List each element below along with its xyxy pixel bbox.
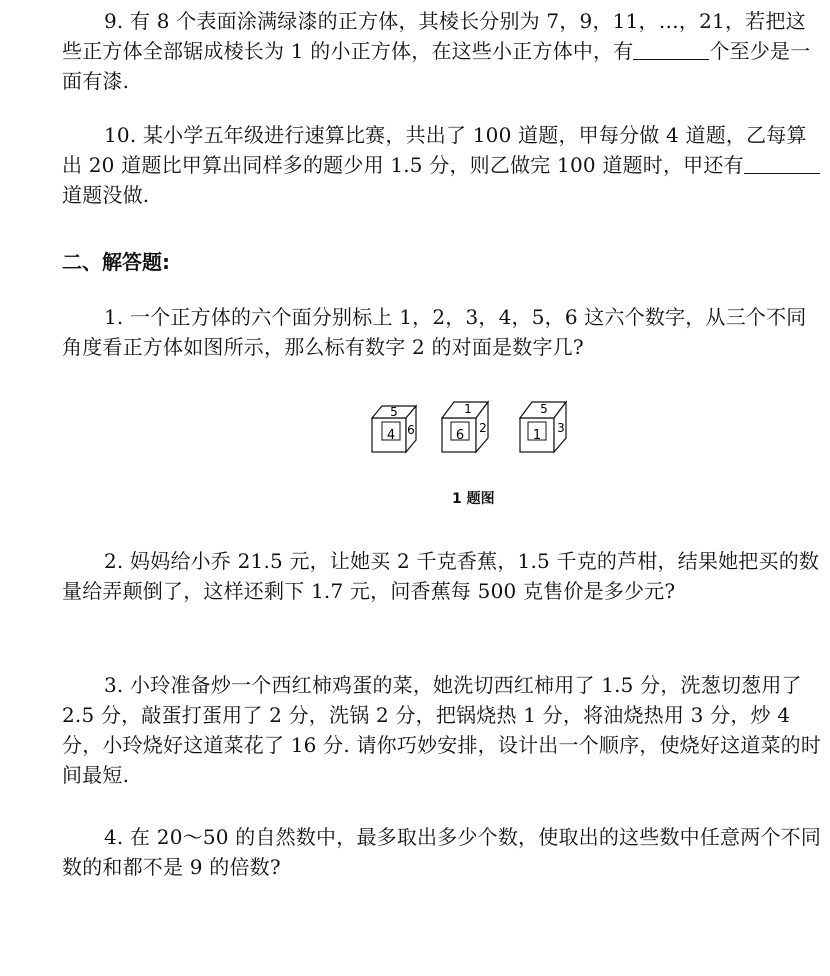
cube-diagram: [368, 398, 588, 458]
question-10-tail: 道题没做.: [62, 183, 150, 207]
solve-question-2: 2. 妈妈给小乔 21.5 元，让她买 2 千克香蕉，1.5 千克的芦柑，结果她把买的数量给弄颠倒了，这样还剩下 1.7 元，问香蕉每 500 克售价是多少元?: [62, 549, 820, 603]
cube-3-front-number: 1: [532, 428, 542, 443]
cube-2-front-number: 6: [455, 428, 465, 443]
answer-blank: [633, 41, 709, 60]
question-9-tail: 个至少是一面有漆.: [62, 39, 811, 93]
question-9-text: 9. 有 8 个表面涂满绿漆的正方体，其棱长分别为 7，9，11，…，21，若把这些正方体全部锯成棱长为 1 的小正方体，在这些小正方体中，有: [62, 9, 806, 63]
cube-1-side-number: 6: [407, 423, 415, 437]
question-9: [62, 6, 822, 96]
cube-2-side-number: 2: [479, 421, 487, 435]
cube-1-front-number: 4: [386, 428, 396, 443]
cube-figure: [368, 398, 588, 458]
solve-question-4: 4. 在 20～50 的自然数中，最多取出多少个数，使取出的这些数中任意两个不同数的和都不是 9 的倍数?: [62, 825, 822, 879]
answer-blank: [744, 155, 820, 174]
cube-2-top-number: 1: [464, 402, 472, 416]
figure-caption: 1 题图: [452, 491, 495, 507]
solve-question-3: 3. 小玲准备炒一个西红柿鸡蛋的菜，她洗切西红柿用了 1.5 分，洗葱切葱用了 2.5 分，敲蛋打蛋用了 2 分，洗锅 2 分，把锅烧热 1 分，将油烧热用 3 分，炒 4 分，小玲烧好这道菜花了 16 分. 请你巧妙安排，设计出一个顺序，使烧好这道菜的时间最短.: [62, 673, 822, 787]
cube-3-top-number: 5: [540, 402, 548, 416]
question-10-text: 10. 某小学五年级进行速算比赛，共出了 100 道题，甲每分做 4 道题，乙每算出 20 道题比甲算出同样多的题少用 1.5 分，则乙做完 100 道题时，甲还有: [62, 123, 807, 177]
solve-question-1: 1. 一个正方体的六个面分别标上 1，2，3，4，5，6 这六个数字，从三个不同角度看正方体如图所示，那么标有数字 2 的对面是数字几?: [62, 305, 807, 359]
cube-1-top-number: 5: [390, 405, 398, 419]
question-10: [62, 120, 822, 210]
section-heading: 二、解答题:: [62, 250, 170, 274]
cube-3-side-number: 3: [557, 421, 565, 435]
